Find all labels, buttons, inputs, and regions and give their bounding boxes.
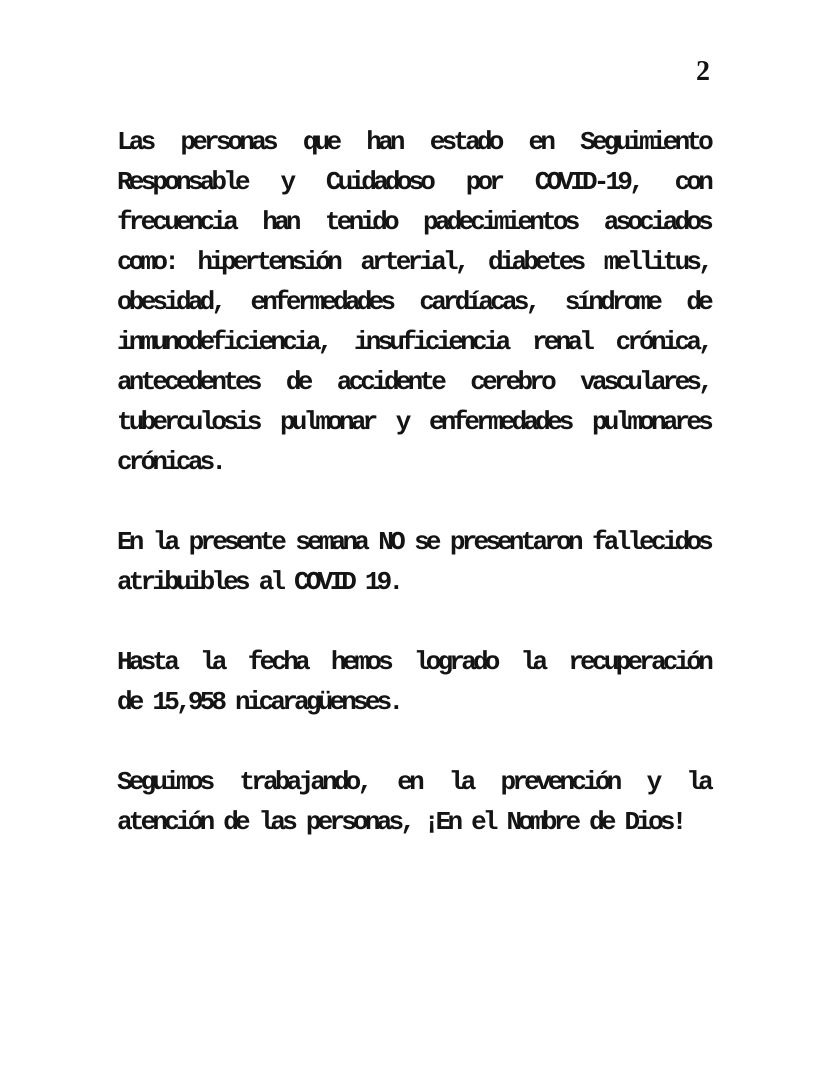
text-line: obesidad, enfermedades cardíacas, síndrome de	[117, 287, 710, 317]
text-line: inmunodeficiencia, insuficiencia renal crónica,	[117, 327, 710, 357]
document-body	[117, 122, 710, 842]
text-line: como: hipertensión arterial, diabetes mellitus,	[117, 247, 710, 277]
text-line: Hasta la fecha hemos logrado la recuperación	[117, 647, 710, 677]
text-line: Responsable y Cuidadoso por COVID-19, con	[117, 167, 710, 197]
text-line: Las personas que han estado en Seguimiento	[117, 127, 710, 157]
page-number: 2	[696, 56, 710, 87]
text-line: antecedentes de accidente cerebro vasculares,	[117, 367, 710, 397]
paragraph-cierre	[117, 762, 710, 842]
text-line: frecuencia han tenido padecimientos asociados	[117, 207, 710, 237]
paragraph-padecimientos	[117, 122, 710, 482]
text-line: atención de las personas, ¡En el Nombre de Dios!	[117, 807, 684, 837]
paragraph-fallecidos	[117, 522, 710, 602]
text-line: de 15,958 nicaragüenses.	[117, 687, 401, 717]
text-line: tuberculosis pulmonar y enfermedades pulmonares	[117, 407, 710, 437]
text-line: atribuibles al COVID 19.	[117, 567, 401, 597]
text-line: Seguimos trabajando, en la prevención y la	[117, 767, 710, 797]
paragraph-recuperacion	[117, 642, 710, 722]
text-line: crónicas.	[117, 447, 224, 477]
text-line: En la presente semana NO se presentaron fallecidos	[117, 527, 710, 557]
